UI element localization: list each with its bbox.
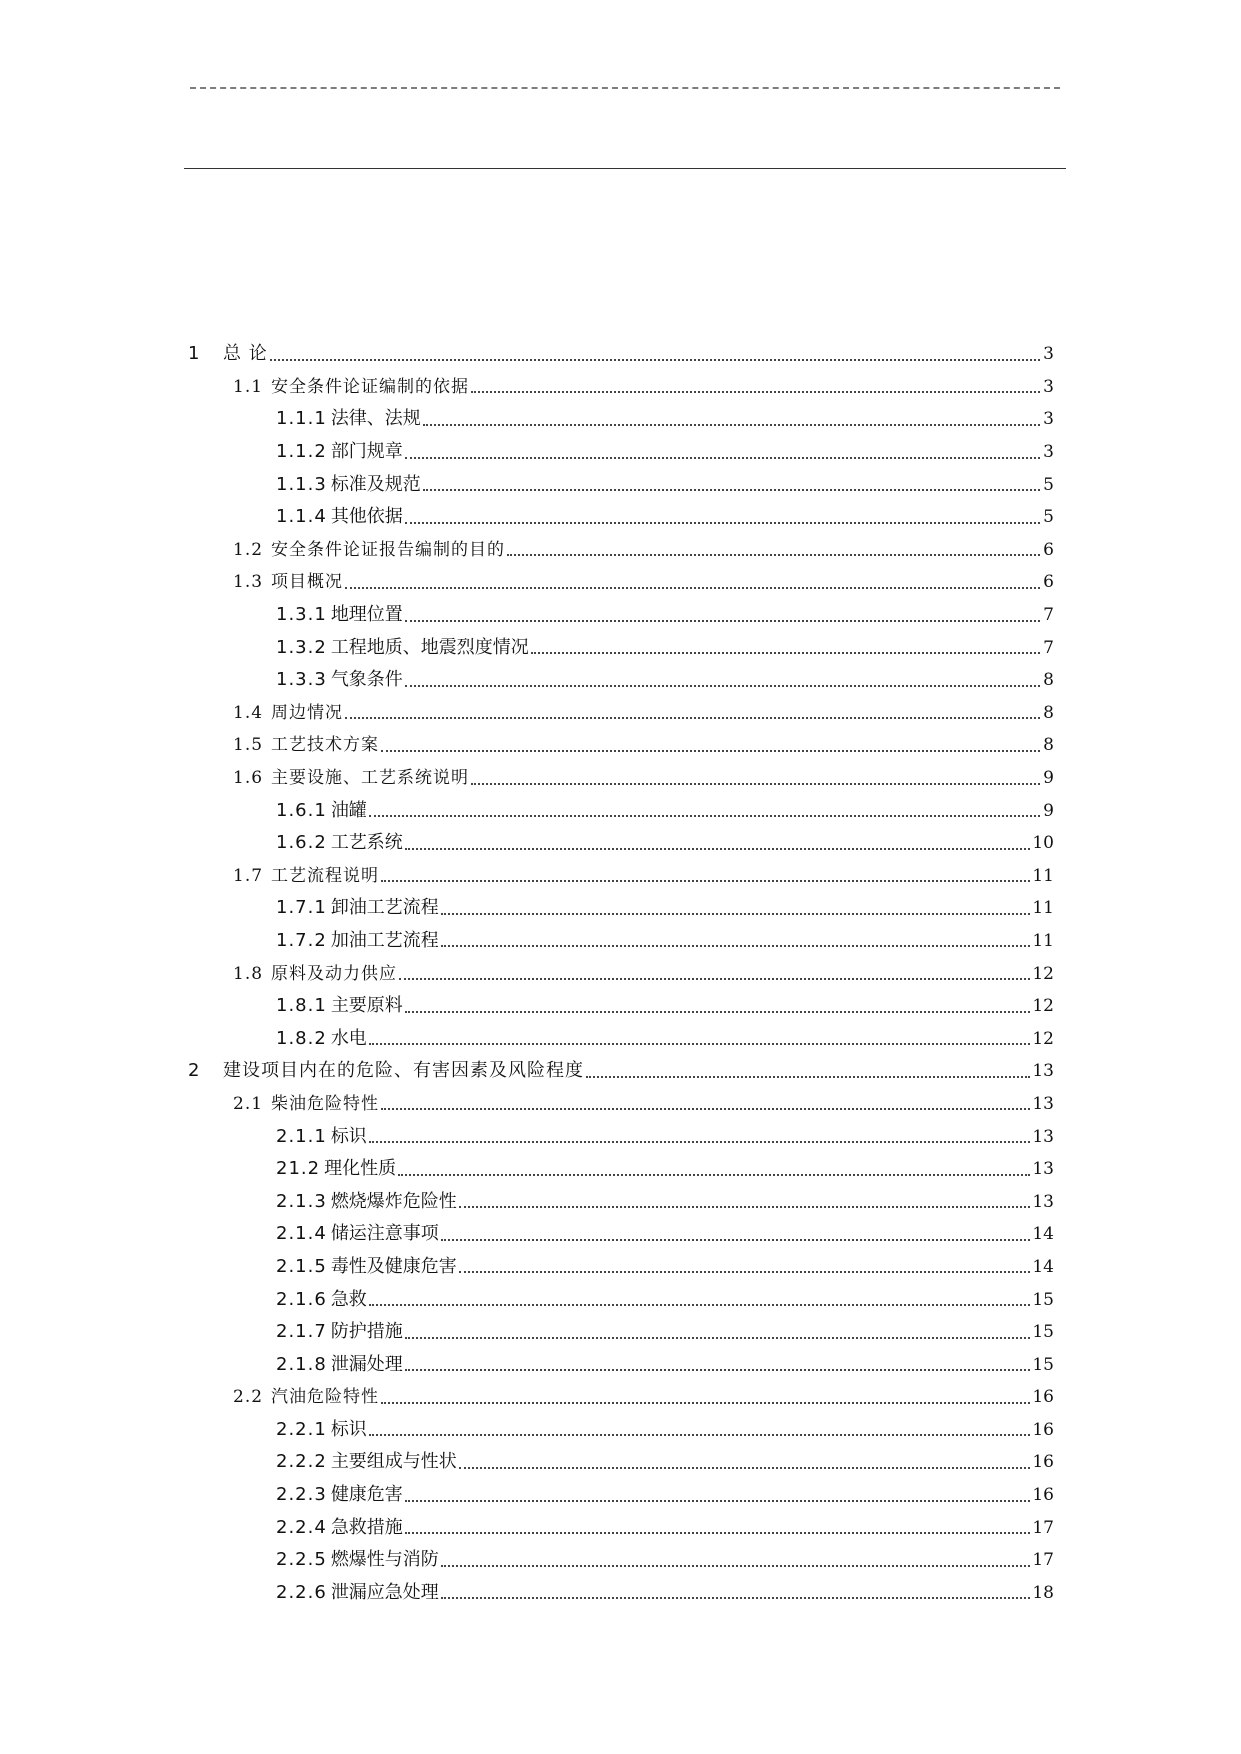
toc-entry[interactable] bbox=[0, 729, 1241, 762]
toc-entry-title: 汽油危险特性 bbox=[271, 1387, 380, 1408]
toc-entry-title: 主要设施、工艺系统说明 bbox=[271, 768, 470, 789]
toc-entry-number: 1.6.1 bbox=[276, 799, 327, 821]
toc-entry-title: 泄漏应急处理 bbox=[330, 1581, 439, 1603]
toc-entry-title: 油罐 bbox=[330, 799, 367, 821]
toc-entry-title: 气象条件 bbox=[330, 669, 403, 691]
toc-leader-dots bbox=[441, 944, 1031, 947]
toc-entry-title: 柴油危险特性 bbox=[271, 1093, 380, 1114]
toc-leader-dots bbox=[345, 586, 1040, 589]
toc-entry[interactable] bbox=[0, 1414, 1241, 1447]
toc-entry-number: 2.1.1 bbox=[276, 1125, 327, 1147]
toc-entry[interactable] bbox=[0, 1120, 1241, 1153]
toc-entry-number: 2.2.2 bbox=[276, 1451, 327, 1473]
toc-entry-number: 1.3.3 bbox=[276, 669, 327, 691]
toc-entry-title: 主要组成与性状 bbox=[330, 1451, 457, 1473]
toc-entry-number: 2.2.6 bbox=[276, 1581, 327, 1603]
toc-entry-title: 加油工艺流程 bbox=[330, 929, 439, 951]
toc-leader-dots bbox=[381, 749, 1040, 752]
toc-leader-dots bbox=[531, 651, 1040, 654]
toc-entry-page-number: 3 bbox=[1043, 409, 1054, 430]
toc-leader-dots bbox=[369, 1303, 1031, 1306]
toc-entry-page-number: 7 bbox=[1043, 605, 1054, 626]
toc-entry-page-number: 13 bbox=[1032, 1191, 1054, 1212]
toc-entry-number: 1.3.2 bbox=[276, 636, 327, 658]
toc-entry-number: 1.6 bbox=[233, 768, 264, 789]
toc-leader-dots bbox=[441, 1564, 1031, 1567]
toc-leader-dots bbox=[405, 847, 1031, 850]
toc-entry-page-number: 11 bbox=[1032, 898, 1054, 919]
toc-entry-number: 2.2 bbox=[233, 1387, 264, 1408]
toc-leader-dots bbox=[369, 814, 1040, 817]
toc-entry-title: 部门规章 bbox=[330, 441, 403, 463]
toc-leader-dots bbox=[459, 1466, 1031, 1469]
toc-entry-page-number: 6 bbox=[1043, 572, 1054, 593]
toc-entry-title: 工艺流程说明 bbox=[271, 865, 380, 886]
toc-entry-page-number: 16 bbox=[1032, 1485, 1054, 1506]
toc-entry[interactable] bbox=[0, 762, 1241, 795]
toc-entry[interactable] bbox=[0, 1511, 1241, 1544]
toc-entry-title: 健康危害 bbox=[330, 1484, 403, 1506]
header-rule bbox=[184, 168, 1066, 169]
toc-entry-page-number: 13 bbox=[1032, 1159, 1054, 1180]
toc-entry[interactable] bbox=[0, 697, 1241, 730]
toc-entry-page-number: 17 bbox=[1032, 1517, 1054, 1538]
toc-entry-page-number: 17 bbox=[1032, 1550, 1054, 1571]
toc-entry-page-number: 12 bbox=[1032, 1028, 1054, 1049]
toc-entry[interactable] bbox=[0, 892, 1241, 925]
toc-leader-dots bbox=[405, 1368, 1031, 1371]
toc-entry-title: 储运注意事项 bbox=[330, 1223, 439, 1245]
toc-entry-page-number: 3 bbox=[1043, 376, 1054, 397]
toc-entry-page-number: 8 bbox=[1043, 735, 1054, 756]
toc-entry[interactable] bbox=[0, 990, 1241, 1023]
toc-entry[interactable] bbox=[0, 1251, 1241, 1284]
toc-leader-dots bbox=[345, 716, 1040, 719]
toc-leader-dots bbox=[381, 1401, 1030, 1404]
toc-entry-title: 建设项目内在的危险、有害因素及风险程度 bbox=[223, 1060, 584, 1082]
toc-entry-page-number: 9 bbox=[1043, 800, 1054, 821]
toc-entry-number: 1.3.1 bbox=[276, 604, 327, 626]
toc-entry-page-number: 13 bbox=[1032, 1061, 1054, 1082]
toc-entry[interactable] bbox=[0, 1381, 1241, 1414]
toc-leader-dots bbox=[405, 684, 1040, 687]
toc-entry[interactable] bbox=[0, 957, 1241, 990]
toc-entry[interactable] bbox=[0, 1479, 1241, 1512]
toc-entry-title: 安全条件论证报告编制的目的 bbox=[271, 539, 506, 560]
toc-entry[interactable] bbox=[0, 1446, 1241, 1479]
toc-entry-title: 燃烧爆炸危险性 bbox=[330, 1190, 457, 1212]
toc-leader-dots bbox=[381, 879, 1030, 882]
toc-entry-title: 理化性质 bbox=[324, 1158, 397, 1180]
toc-leader-dots bbox=[399, 977, 1030, 980]
toc-entry-number: 2.1.4 bbox=[276, 1223, 327, 1245]
toc-leader-dots bbox=[405, 619, 1040, 622]
toc-entry[interactable] bbox=[0, 1022, 1241, 1055]
toc-entry[interactable] bbox=[0, 338, 1241, 371]
toc-entry-page-number: 7 bbox=[1043, 637, 1054, 658]
toc-entry-title: 法律、法规 bbox=[330, 408, 421, 430]
toc-entry-page-number: 8 bbox=[1043, 670, 1054, 691]
toc-entry-number: 21.2 bbox=[276, 1158, 321, 1180]
toc-entry-title: 标识 bbox=[330, 1125, 367, 1147]
toc-entry-page-number: 8 bbox=[1043, 702, 1054, 723]
table-of-contents bbox=[0, 338, 1241, 1609]
toc-entry-page-number: 11 bbox=[1032, 930, 1054, 951]
toc-entry-title: 主要原料 bbox=[330, 995, 403, 1017]
toc-leader-dots bbox=[405, 1010, 1031, 1013]
toc-entry-page-number: 10 bbox=[1032, 833, 1054, 854]
toc-entry-number: 1 bbox=[188, 343, 200, 365]
toc-entry-number: 1.8.2 bbox=[276, 1027, 327, 1049]
toc-entry[interactable] bbox=[0, 534, 1241, 567]
toc-leader-dots bbox=[441, 1596, 1031, 1599]
toc-entry-page-number: 15 bbox=[1032, 1354, 1054, 1375]
toc-entry[interactable] bbox=[0, 1153, 1241, 1186]
toc-entry-title: 地理位置 bbox=[330, 604, 403, 626]
toc-entry-number: 2.2.3 bbox=[276, 1484, 327, 1506]
toc-entry-number: 1.7 bbox=[233, 865, 264, 886]
toc-entry-page-number: 15 bbox=[1032, 1289, 1054, 1310]
toc-entry[interactable] bbox=[0, 371, 1241, 404]
toc-entry-number: 1.1.1 bbox=[276, 408, 327, 430]
toc-entry-title: 工艺技术方案 bbox=[271, 735, 380, 756]
toc-entry[interactable] bbox=[0, 1185, 1241, 1218]
toc-entry-page-number: 5 bbox=[1043, 474, 1054, 495]
toc-entry-page-number: 9 bbox=[1043, 768, 1054, 789]
toc-entry[interactable] bbox=[0, 599, 1241, 632]
toc-entry-number: 1.2 bbox=[233, 539, 264, 560]
toc-entry[interactable] bbox=[0, 566, 1241, 599]
toc-leader-dots bbox=[405, 1531, 1031, 1534]
toc-entry-title: 周边情况 bbox=[271, 702, 344, 723]
toc-entry[interactable] bbox=[0, 501, 1241, 534]
toc-entry[interactable] bbox=[0, 827, 1241, 860]
toc-leader-dots bbox=[405, 456, 1040, 459]
toc-leader-dots bbox=[423, 423, 1040, 426]
toc-leader-dots bbox=[423, 488, 1040, 491]
toc-entry[interactable] bbox=[0, 1316, 1241, 1349]
toc-leader-dots bbox=[381, 1107, 1030, 1110]
toc-leader-dots bbox=[369, 1433, 1031, 1436]
toc-entry-number: 2.1.7 bbox=[276, 1321, 327, 1343]
toc-entry-number: 2.1.5 bbox=[276, 1255, 327, 1277]
toc-leader-dots bbox=[405, 1499, 1031, 1502]
toc-entry-number: 2.1.8 bbox=[276, 1353, 327, 1375]
scan-header-rule bbox=[190, 87, 1060, 89]
toc-entry-title: 毒性及健康危害 bbox=[330, 1255, 457, 1277]
toc-entry-title: 燃爆性与消防 bbox=[330, 1549, 439, 1571]
toc-entry-title: 急救 bbox=[330, 1288, 367, 1310]
toc-entry-page-number: 6 bbox=[1043, 539, 1054, 560]
toc-entry-title: 其他依据 bbox=[330, 506, 403, 528]
toc-entry-page-number: 13 bbox=[1032, 1126, 1054, 1147]
toc-entry-number: 1.1.3 bbox=[276, 473, 327, 495]
toc-entry-number: 2.2.5 bbox=[276, 1549, 327, 1571]
toc-leader-dots bbox=[471, 782, 1040, 785]
toc-leader-dots bbox=[405, 1336, 1031, 1339]
toc-entry[interactable] bbox=[0, 1348, 1241, 1381]
toc-leader-dots bbox=[459, 1270, 1031, 1273]
toc-entry-number: 2.1.6 bbox=[276, 1288, 327, 1310]
toc-entry-title: 标准及规范 bbox=[330, 473, 421, 495]
toc-entry-page-number: 3 bbox=[1043, 442, 1054, 463]
toc-entry-number: 1.4 bbox=[233, 702, 264, 723]
toc-entry-number: 1.1 bbox=[233, 376, 264, 397]
toc-leader-dots bbox=[398, 1173, 1030, 1176]
toc-entry-title: 水电 bbox=[330, 1027, 367, 1049]
toc-entry-title: 安全条件论证编制的依据 bbox=[271, 376, 470, 397]
toc-entry-title: 总 论 bbox=[223, 343, 268, 365]
toc-entry-title: 防护措施 bbox=[330, 1321, 403, 1343]
toc-entry[interactable] bbox=[0, 468, 1241, 501]
toc-entry-page-number: 14 bbox=[1032, 1224, 1054, 1245]
toc-leader-dots bbox=[369, 1140, 1031, 1143]
toc-entry[interactable] bbox=[0, 925, 1241, 958]
toc-leader-dots bbox=[586, 1075, 1030, 1078]
toc-entry[interactable] bbox=[0, 1055, 1241, 1088]
toc-entry-page-number: 3 bbox=[1043, 344, 1054, 365]
toc-entry-title: 泄漏处理 bbox=[330, 1353, 403, 1375]
toc-entry[interactable] bbox=[0, 403, 1241, 436]
toc-entry-title: 卸油工艺流程 bbox=[330, 897, 439, 919]
toc-entry-page-number: 14 bbox=[1032, 1256, 1054, 1277]
toc-entry-number: 2.2.4 bbox=[276, 1516, 327, 1538]
toc-entry-title: 工程地质、地震烈度情况 bbox=[330, 636, 529, 658]
toc-entry-number: 2 bbox=[188, 1060, 200, 1082]
toc-entry[interactable] bbox=[0, 860, 1241, 893]
toc-entry[interactable] bbox=[0, 1088, 1241, 1121]
toc-leader-dots bbox=[369, 1042, 1031, 1045]
toc-entry-number: 1.8 bbox=[233, 963, 264, 984]
toc-entry-number: 2.1 bbox=[233, 1093, 264, 1114]
toc-entry-number: 1.7.2 bbox=[276, 929, 327, 951]
toc-entry-page-number: 18 bbox=[1032, 1582, 1054, 1603]
toc-leader-dots bbox=[507, 553, 1040, 556]
toc-entry-number: 2.1.3 bbox=[276, 1190, 327, 1212]
toc-entry-page-number: 12 bbox=[1032, 963, 1054, 984]
toc-entry-title: 原料及动力供应 bbox=[271, 963, 398, 984]
toc-entry-page-number: 16 bbox=[1032, 1419, 1054, 1440]
toc-entry-title: 标识 bbox=[330, 1418, 367, 1440]
toc-entry-number: 1.3 bbox=[233, 572, 264, 593]
toc-entry[interactable] bbox=[0, 664, 1241, 697]
toc-entry-page-number: 5 bbox=[1043, 507, 1054, 528]
toc-entry-page-number: 16 bbox=[1032, 1387, 1054, 1408]
toc-entry[interactable] bbox=[0, 631, 1241, 664]
toc-entry[interactable] bbox=[0, 1577, 1241, 1610]
toc-entry[interactable] bbox=[0, 1544, 1241, 1577]
toc-entry-number: 1.1.2 bbox=[276, 441, 327, 463]
toc-entry-page-number: 15 bbox=[1032, 1322, 1054, 1343]
toc-entry[interactable] bbox=[0, 794, 1241, 827]
toc-entry-title: 急救措施 bbox=[330, 1516, 403, 1538]
toc-entry-page-number: 12 bbox=[1032, 996, 1054, 1017]
toc-entry-title: 工艺系统 bbox=[330, 832, 403, 854]
toc-entry[interactable] bbox=[0, 436, 1241, 469]
toc-entry-page-number: 11 bbox=[1032, 865, 1054, 886]
toc-entry-number: 1.8.1 bbox=[276, 995, 327, 1017]
toc-leader-dots bbox=[441, 1238, 1031, 1241]
toc-entry-number: 1.1.4 bbox=[276, 506, 327, 528]
toc-entry-number: 1.7.1 bbox=[276, 897, 327, 919]
toc-leader-dots bbox=[459, 1205, 1031, 1208]
toc-leader-dots bbox=[270, 358, 1040, 361]
toc-entry-number: 2.2.1 bbox=[276, 1418, 327, 1440]
toc-entry[interactable] bbox=[0, 1283, 1241, 1316]
toc-leader-dots bbox=[405, 521, 1040, 524]
toc-entry-page-number: 13 bbox=[1032, 1093, 1054, 1114]
toc-entry-page-number: 16 bbox=[1032, 1452, 1054, 1473]
toc-leader-dots bbox=[441, 912, 1031, 915]
toc-entry[interactable] bbox=[0, 1218, 1241, 1251]
toc-entry-number: 1.6.2 bbox=[276, 832, 327, 854]
toc-entry-number: 1.5 bbox=[233, 735, 264, 756]
toc-entry-title: 项目概况 bbox=[271, 572, 344, 593]
toc-leader-dots bbox=[471, 390, 1040, 393]
